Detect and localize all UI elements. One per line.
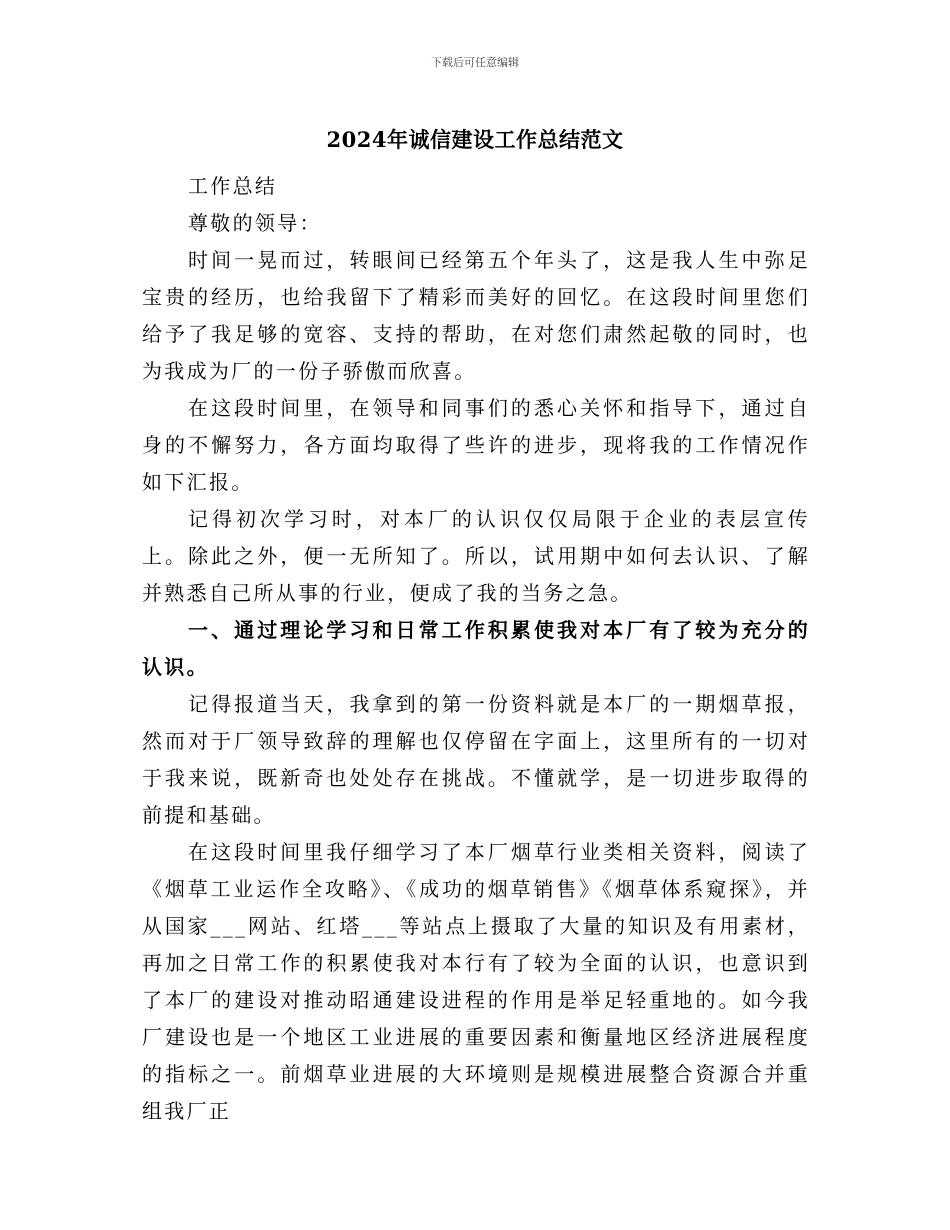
section-heading: 一、通过理论学习和日常工作积累使我对本厂有了较为充分的认识。 bbox=[142, 618, 810, 679]
paragraph: 记得报道当天，我拿到的第一份资料就是本厂的一期烟草报，然而对于厂领导致辞的理解也仅停留在字面上，这里所有的一切对于我来说，既新奇也处处存在挑战。不懂就学，是一切进步取得的前提和基础。 bbox=[142, 692, 810, 827]
paragraph-salutation: 尊敬的领导： bbox=[188, 211, 322, 235]
paragraph: 时间一晃而过，转眼间已经第五个年头了，这是我人生中弥足宝贵的经历，也给我留下了精彩而美好的回忆。在这段时间里您们给予了我足够的宽容、支持的帮助，在对您们肃然起敬的同时，也为我成为厂的一份子骄傲而欣喜。 bbox=[142, 248, 810, 383]
paragraph: 记得初次学习时，对本厂的认识仅仅局限于企业的表层宣传上。除此之外，便一无所知了。所以，试用期中如何去认识、了解并熟悉自己所从事的行业，便成了我的当务之急。 bbox=[142, 507, 810, 605]
paragraph: 在这段时间里，在领导和同事们的悉心关怀和指导下，通过自身的不懈努力，各方面均取得了些许的进步，现将我的工作情况作如下汇报。 bbox=[142, 396, 810, 494]
document-body bbox=[142, 168, 810, 1130]
header-note: 下载后可任意编辑 bbox=[431, 56, 519, 69]
document-title: 2024年诚信建设工作总结范文 bbox=[326, 127, 624, 152]
paragraph: 在这段时间里我仔细学习了本厂烟草行业类相关资料，阅读了《烟草工业运作全攻略》、《成功的烟草销售》《烟草体系窥探》，并从国家___网站、红塔___等站点上摄取了大量的知识及有用素材，再加之日常工作的积累使我对本行有了较为全面的认识，也意识到了本厂的建设对推动昭通建设进程的作用是举足轻重地的。如今我厂建设也是一个地区工业进展的重要因素和衡量地区经济进展程度的指标之一。前烟草业进展的大环境则是规模进展整合资源合并重组我厂正 bbox=[142, 840, 810, 1123]
paragraph-heading-label: 工作总结 bbox=[188, 174, 278, 198]
